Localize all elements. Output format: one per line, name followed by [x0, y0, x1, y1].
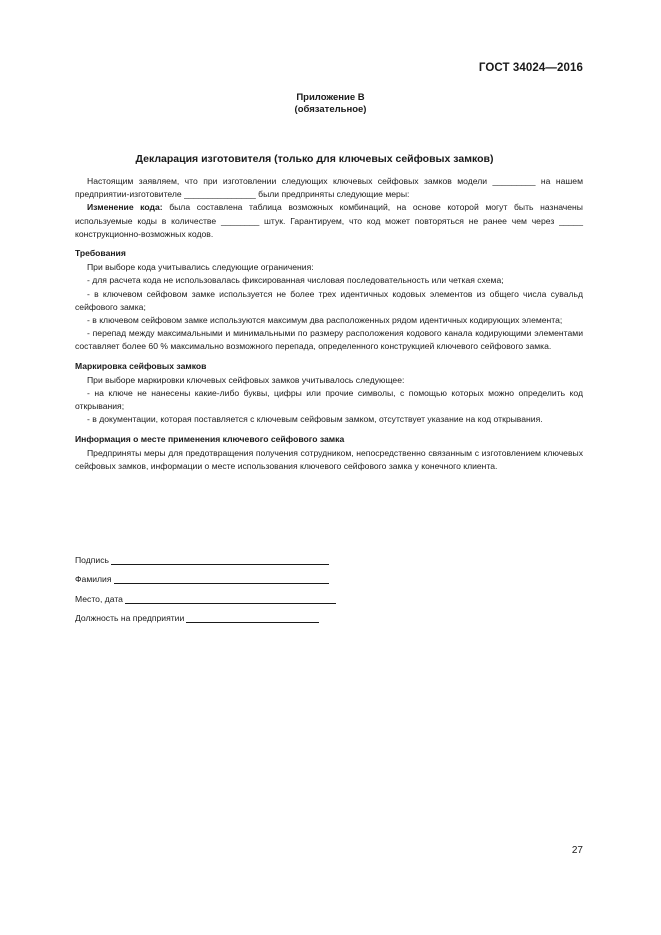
requirements-intro: При выборе кода учитывались следующие ограничения:	[87, 262, 314, 273]
appendix-heading	[0, 92, 661, 116]
code-change-label: Изменение кода:	[87, 202, 163, 213]
requirements-item: - в ключевом сейфовом замке используется не более трех идентичных кодовых элементов из общего числа сувальд сейфового замка;	[75, 288, 583, 312]
signature-block	[75, 545, 345, 623]
signature-line[interactable]	[111, 554, 329, 565]
surname-row	[75, 565, 345, 585]
standard-code: ГОСТ 34024—2016	[478, 62, 583, 74]
signature-row	[75, 545, 345, 565]
code-change-paragraph	[75, 201, 583, 241]
surname-line[interactable]	[114, 573, 329, 584]
usage-info-heading: Информация о месте применения ключевого сейфового замка	[75, 433, 345, 444]
appendix-subtitle: (обязательное)	[294, 104, 367, 115]
usage-info-text: Предприняты меры для предотвращения получения сотрудником, непосредственно связанным с изготовлением ключевых сейфовых замков, информации о месте использования ключевого сейфового замка у конечного клиента.	[75, 447, 583, 472]
declaration-intro: Настоящим заявляем, что при изготовлении следующих ключевых сейфовых замков модели _________ на нашем предприятии-изготовителе _______________ были предприняты следующие меры:	[75, 176, 583, 200]
signature-label: Подпись	[75, 554, 110, 565]
requirements-item: - перепад между максимальными и минимальными по размеру расположения кодового канала кодирующими элементами составляет более 60 % максимально возможного перепада, определенного конструкцией ключевого сейфового замка.	[75, 328, 583, 352]
place-date-label: Место, дата	[75, 593, 123, 604]
marking-intro: При выборе маркировки ключевых сейфовых замков учитывалось следующее:	[87, 374, 405, 385]
requirements-item: - для расчета кода не использовалась фиксированная числовая последовательность или четкая схема;	[87, 275, 504, 286]
position-label: Должность на предприятии	[75, 613, 185, 623]
requirements-heading: Требования	[75, 248, 126, 259]
surname-label: Фамилия	[75, 574, 112, 584]
marking-item: - на ключе не нанесены какие-либо буквы, цифры или прочие символы, с помощью которых можно определить код открывания;	[75, 388, 583, 412]
place-date-line[interactable]	[125, 593, 336, 604]
position-line[interactable]	[186, 612, 319, 623]
declaration-title: Декларация изготовителя (только для ключевых сейфовых замков)	[135, 153, 494, 165]
position-row	[75, 604, 345, 624]
code-change-text: была составлена таблица возможных комбинаций, на основе которой могут быть назначены используемые коды в количестве ________ штук. Гарантируем, что код может повторяться не ранее чем через _____ конструкционно-возможных кодов.	[75, 202, 583, 239]
marking-item: - в документации, которая поставляется с ключевым сейфовым замком, отсутствует указание на код открывания.	[87, 414, 543, 425]
place-date-row	[75, 584, 345, 604]
page-number: 27	[571, 845, 583, 856]
appendix-title: Приложение В	[296, 92, 365, 103]
marking-heading: Маркировка сейфовых замков	[75, 360, 207, 371]
document-body	[75, 175, 583, 473]
requirements-item: - в ключевом сейфовом замке используются максимум два расположенных рядом идентичных кодирующих элемента;	[87, 315, 563, 326]
